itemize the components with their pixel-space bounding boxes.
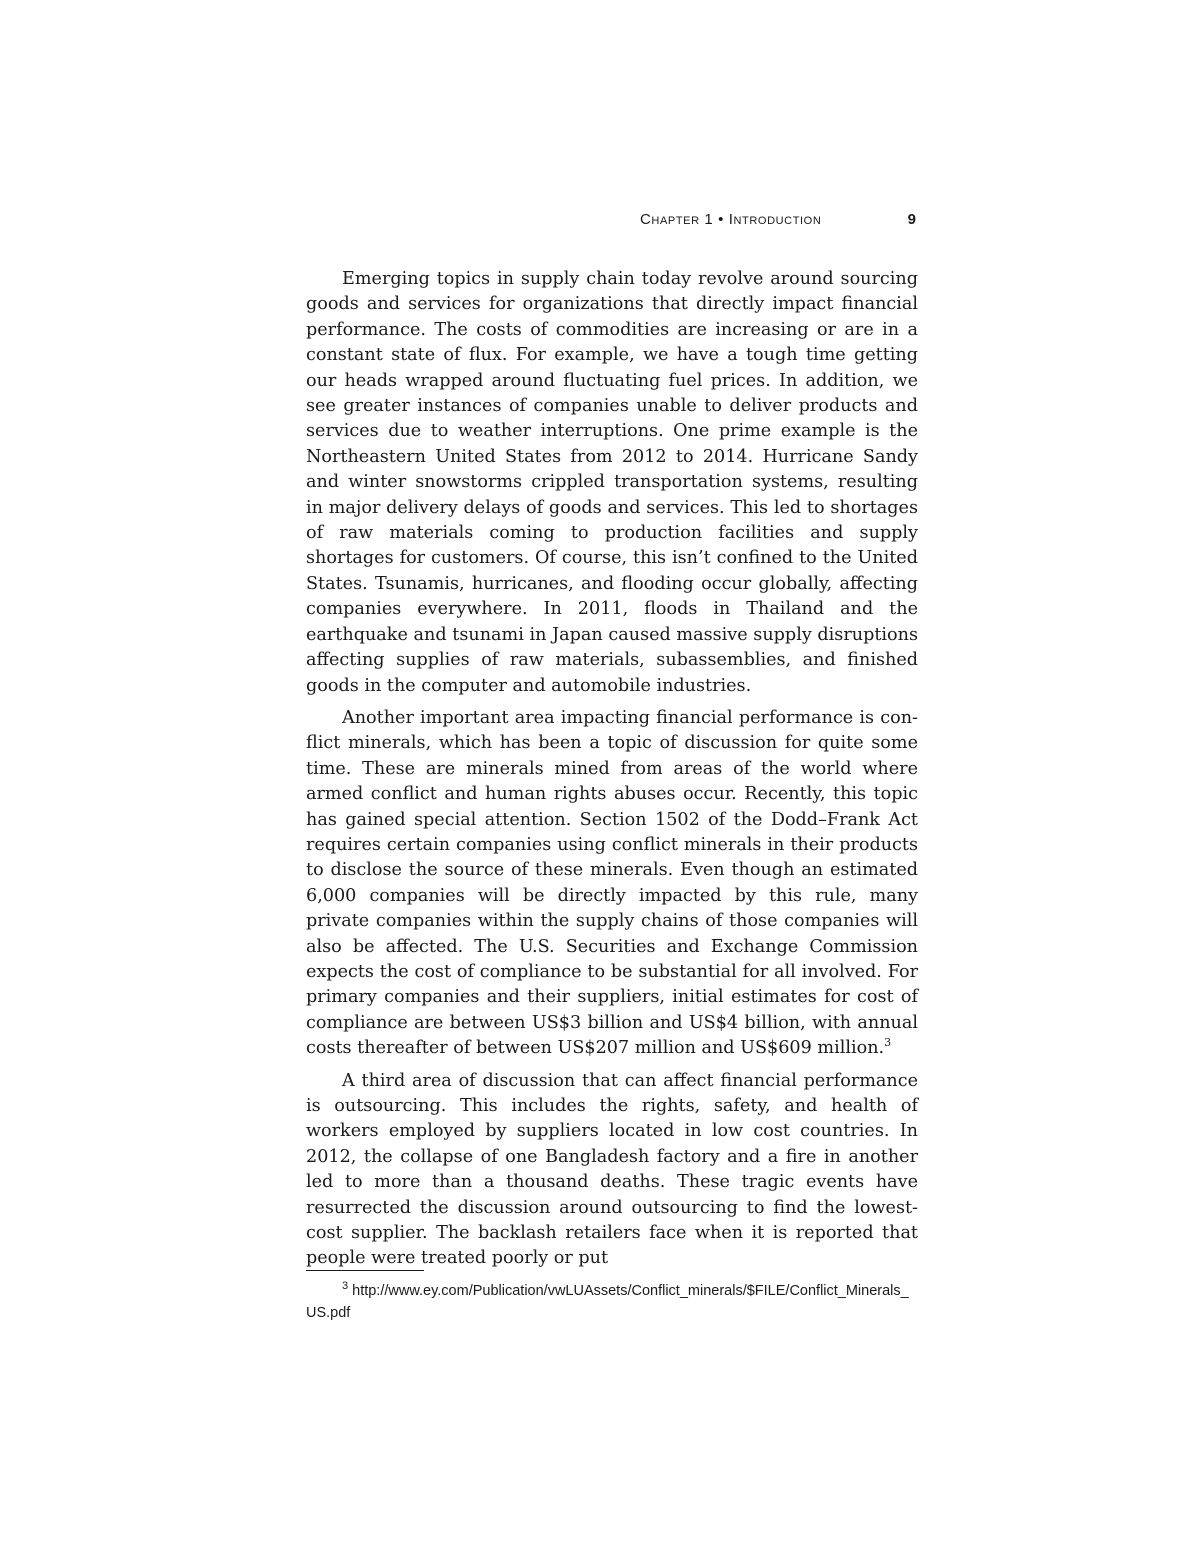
footnote-reference[interactable]: 3 (884, 1036, 892, 1050)
page-number: 9 (907, 211, 916, 228)
paragraph-1-text: Emerging topics in supply chain today revolve around sourcing goods and services for organizations that directly impact financial performance. The costs of commodities are increasing or are in a constant state of flux. For example, we have a tough time getting our heads wrapped around fluctuating fuel prices. In addition, we see greater instances of companies unable to deliver products and services due to weather interruptions. One prime example is the Northeastern United States from 2012 to 2014. Hurricane Sandy and winter snowstorms crippled transportation systems, resulting in major delivery delays of goods and services. This led to shortages of raw materials coming to production facilities and supply shortages for customers. Of course, this isn’t confined to the United States. Tsunamis, hurricanes, and flooding occur globally, affecting companies everywhere. In 2011, floods in Thailand and the earthquake and tsunami in Japan caused massive supply disruptions affecting supplies of raw materials, subassemblies, and finished goods in the computer and automobile industries. (306, 269, 918, 696)
body-text (306, 267, 918, 1279)
running-title: Chapter 1 • Introduction (640, 211, 822, 228)
footnote: 3 http://www.ey.com/Publication/vwLUAssets/Conflict_minerals/$FILE/Conflict_Minerals_US.pdf (306, 1280, 909, 1321)
paragraph-2-text: Another important area impacting financial performance is conflict minerals, which has been a topic of discussion for quite some time. These are minerals mined from areas of the world where armed conflict and human rights abuses occur. Recently, this topic has gained special attention. Section 1502 of the Dodd–Frank Act requires certain companies using conflict minerals in their products to disclose the source of these minerals. Even though an estimated 6,000 companies will be directly impacted by this rule, many private companies within the supply chains of those companies will also be affected. The U.S. Securities and Exchange Commission expects the cost of compliance to be substantial for all involved. For primary companies and their suppliers, initial estimates for cost of compliance are between US$3 billion and US$4 billion, with annual costs thereafter of between US$207 million and US$609 million. (306, 707, 918, 1059)
paragraph-3 (306, 1069, 918, 1272)
footnote-url[interactable]: http://www.ey.com/Publication/vwLUAssets/Conflict_minerals/$FILE/Conflict_Minerals_US.pdf (306, 1283, 909, 1321)
paragraph-1 (306, 267, 918, 699)
footnote-divider (306, 1270, 424, 1271)
running-header (640, 208, 920, 232)
paragraph-3-text: A third area of discussion that can affect financial performance is outsourcing. This includes the rights, safety, and health of workers employed by suppliers located in low cost countries. In 2012, the collapse of one Bangladesh factory and a fire in another led to more than a thousand deaths. These tragic events have resurrected the discussion around outsourcing to find the lowest-cost supplier. The backlash retailers face when it is reported that people were treated poorly or put (306, 1070, 918, 1269)
paragraph-2 (306, 706, 918, 1062)
